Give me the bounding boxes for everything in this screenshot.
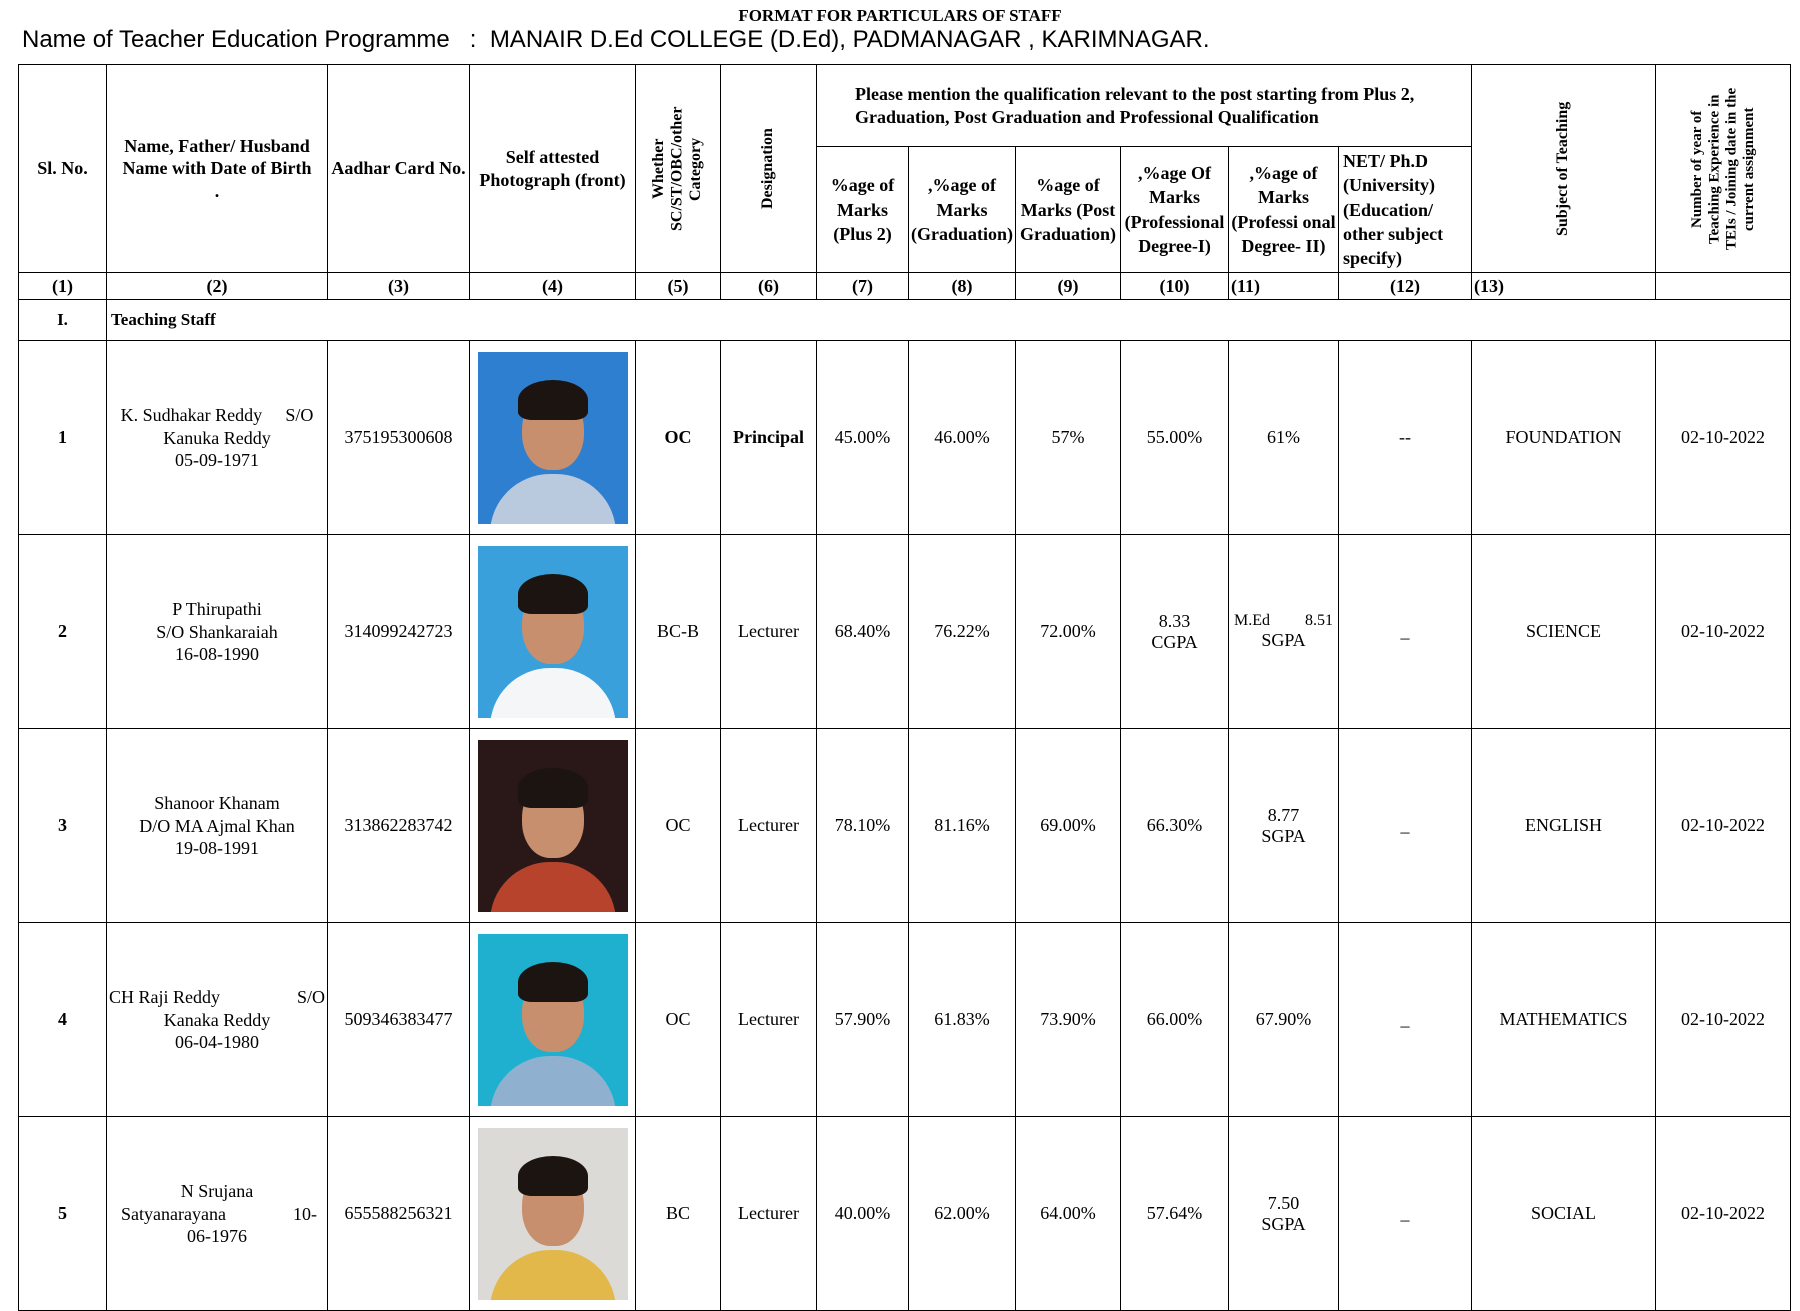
section-number: I.: [19, 300, 107, 341]
header-net-phd: NET/ Ph.D (University) (Education/ other subject specify): [1339, 147, 1472, 273]
relation-label: S/O: [296, 987, 325, 1008]
col-num: (13): [1472, 273, 1656, 300]
net-phd: --: [1339, 341, 1472, 535]
header-category: Whether SC/ST/OBC/other Category: [650, 106, 705, 231]
prof1-line-1: 66.00%: [1146, 1009, 1203, 1030]
subject-of-teaching: SCIENCE: [1472, 535, 1656, 729]
staff-photo: [478, 934, 628, 1106]
aadhar-number: 314099242723: [328, 535, 470, 729]
plus2-marks: 45.00%: [817, 341, 909, 535]
staff-name: [107, 1117, 328, 1311]
header-graduation: ,%age of Marks (Graduation): [909, 147, 1016, 273]
prof-degree-2-marks: [1229, 535, 1339, 729]
prof2-degree: M.Ed: [1234, 612, 1270, 630]
aadhar-number: 313862283742: [328, 729, 470, 923]
header-subject: Subject of Teaching: [1554, 101, 1572, 236]
staff-name: [107, 729, 328, 923]
column-number-row: [19, 273, 1791, 300]
staff-row: [19, 1117, 1791, 1311]
prof2-line-1: 8.77: [1267, 804, 1300, 825]
prof1-line-2: CGPA: [1151, 631, 1198, 652]
prof-degree-1-marks: [1121, 729, 1229, 923]
col-num: (8): [909, 273, 1016, 300]
header-experience-cell: [1656, 65, 1791, 273]
prof-degree-2-marks: [1229, 729, 1339, 923]
header-name-dot: .: [214, 180, 220, 201]
header-name-text: Name, Father/ Husband Name with Date of Birth: [122, 135, 312, 179]
prof2-line-2: SGPA: [1261, 630, 1306, 651]
photo-cell: [470, 729, 636, 923]
header-prof-degree-2: ,%age of Marks (Professi onal Degree- II): [1229, 147, 1339, 273]
name-line-2: Kanuka Reddy: [163, 427, 271, 448]
name-line-3: 05-09-1971: [175, 450, 259, 471]
header-designation: Designation: [759, 128, 777, 210]
name-text: P Thirupathi: [172, 599, 262, 620]
graduation-marks: 46.00%: [909, 341, 1016, 535]
name-text: Satyanarayana: [121, 1203, 226, 1224]
col-num: (7): [817, 273, 909, 300]
staff-photo: [478, 546, 628, 718]
aadhar-number: 509346383477: [328, 923, 470, 1117]
header-designation-cell: [721, 65, 817, 273]
photo-hair: [518, 380, 588, 420]
col-num: (5): [636, 273, 721, 300]
subject-of-teaching: MATHEMATICS: [1472, 923, 1656, 1117]
plus2-marks: 40.00%: [817, 1117, 909, 1311]
name-line-1: [109, 1180, 325, 1203]
section-label: Teaching Staff: [107, 300, 1791, 341]
aadhar-number: 375195300608: [328, 341, 470, 535]
prof1-line-1: 8.33: [1158, 610, 1191, 631]
joining-date: 02-10-2022: [1656, 729, 1791, 923]
col-num: (10): [1121, 273, 1229, 300]
name-line-1: [109, 598, 325, 621]
net-phd: _: [1339, 923, 1472, 1117]
prof1-line-1: 55.00%: [1146, 427, 1203, 448]
sl-no: 1: [19, 341, 107, 535]
prof2-score: 8.51: [1305, 612, 1333, 630]
photo-hair: [518, 768, 588, 808]
programme-separator: :: [469, 26, 477, 53]
col-num: (12): [1339, 273, 1472, 300]
name-line-3: 19-08-1991: [175, 838, 259, 859]
col-num: [1656, 273, 1791, 300]
prof2-line-1: [1231, 612, 1336, 630]
graduation-marks: 81.16%: [909, 729, 1016, 923]
name-line-2: S/O Shankaraiah: [156, 621, 278, 642]
document-title: FORMAT FOR PARTICULARS OF STAFF: [738, 6, 1062, 25]
plus2-marks: 68.40%: [817, 535, 909, 729]
subject-of-teaching: ENGLISH: [1472, 729, 1656, 923]
name-line-1: [109, 404, 325, 427]
header-category-cell: [636, 65, 721, 273]
aadhar-number: 655588256321: [328, 1117, 470, 1311]
header-qualification-group: Please mention the qualification relevant to the post starting from Plus 2, Graduation, Post Graduation and Professional Qualification: [817, 65, 1472, 147]
designation: Principal: [721, 341, 817, 535]
graduation-marks: 61.83%: [909, 923, 1016, 1117]
designation: Lecturer: [721, 923, 817, 1117]
joining-date: 02-10-2022: [1656, 1117, 1791, 1311]
prof2-line-1: 7.50: [1267, 1192, 1300, 1213]
staff-row: [19, 535, 1791, 729]
plus2-marks: 57.90%: [817, 923, 909, 1117]
name-text: Shanoor Khanam: [154, 793, 280, 814]
header-post-graduation: %age of Marks (Post Graduation): [1016, 147, 1121, 273]
header-experience: Number of year of Teaching Experience in TEIs / Joining date in the current assignment: [1688, 87, 1757, 250]
graduation-marks: 62.00%: [909, 1117, 1016, 1311]
prof-degree-2-marks: [1229, 1117, 1339, 1311]
subject-of-teaching: FOUNDATION: [1472, 341, 1656, 535]
name-line-3: 16-08-1990: [175, 644, 259, 665]
category: OC: [636, 341, 721, 535]
staff-photo: [478, 352, 628, 524]
prof-degree-1-marks: [1121, 923, 1229, 1117]
joining-date: 02-10-2022: [1656, 923, 1791, 1117]
photo-hair: [518, 574, 588, 614]
photo-hair: [518, 1156, 588, 1196]
category: BC-B: [636, 535, 721, 729]
photo-cell: [470, 341, 636, 535]
name-line-2: Kanaka Reddy: [163, 1009, 271, 1030]
header-subject-cell: [1472, 65, 1656, 273]
designation: Lecturer: [721, 729, 817, 923]
col-num: (2): [107, 273, 328, 300]
prof2-line-2: SGPA: [1261, 825, 1306, 846]
prof1-line-1: 57.64%: [1146, 1203, 1203, 1224]
post-graduation-marks: 64.00%: [1016, 1117, 1121, 1311]
designation: Lecturer: [721, 535, 817, 729]
staff-name: [107, 535, 328, 729]
name-text: N Srujana: [180, 1181, 254, 1202]
dob-part: 10-: [293, 1203, 317, 1224]
name-line-1: [109, 792, 325, 815]
category: BC: [636, 1117, 721, 1311]
col-num: (6): [721, 273, 817, 300]
net-phd: _: [1339, 1117, 1472, 1311]
staff-table: [18, 64, 1791, 1311]
col-num: (3): [328, 273, 470, 300]
name-line-2: D/O MA Ajmal Khan: [139, 815, 295, 836]
prof2-line-2: SGPA: [1261, 1213, 1306, 1234]
name-text: K. Sudhakar Reddy: [120, 405, 263, 426]
photo-cell: [470, 1117, 636, 1311]
staff-photo: [478, 1128, 628, 1300]
col-num: (4): [470, 273, 636, 300]
name-line-2: [109, 1203, 325, 1226]
header-name: [107, 65, 328, 273]
category: OC: [636, 923, 721, 1117]
prof2-line-1: 67.90%: [1255, 1009, 1312, 1030]
programme-label: Name of Teacher Education Programme: [22, 26, 450, 53]
header-aadhar: Aadhar Card No.: [328, 65, 470, 273]
joining-date: 02-10-2022: [1656, 341, 1791, 535]
prof-degree-2-marks: [1229, 923, 1339, 1117]
staff-row: [19, 923, 1791, 1117]
net-phd: _: [1339, 729, 1472, 923]
prof-degree-1-marks: [1121, 535, 1229, 729]
col-num: (11): [1229, 273, 1339, 300]
photo-cell: [470, 923, 636, 1117]
net-phd: _: [1339, 535, 1472, 729]
post-graduation-marks: 57%: [1016, 341, 1121, 535]
header-photo: Self attested Photograph (front): [470, 65, 636, 273]
prof2-line-1: 61%: [1267, 427, 1300, 448]
graduation-marks: 76.22%: [909, 535, 1016, 729]
name-text: CH Raji Reddy: [109, 987, 220, 1008]
plus2-marks: 78.10%: [817, 729, 909, 923]
sl-no: 4: [19, 923, 107, 1117]
name-line-3: 06-04-1980: [175, 1032, 259, 1053]
col-num: (1): [19, 273, 107, 300]
sl-no: 5: [19, 1117, 107, 1311]
prof-degree-1-marks: [1121, 341, 1229, 535]
category: OC: [636, 729, 721, 923]
header-prof-degree-1: ,%age Of Marks (Professional Degree-I): [1121, 147, 1229, 273]
section-row: [19, 300, 1791, 341]
name-line-3: 06-1976: [187, 1226, 247, 1247]
col-num: (9): [1016, 273, 1121, 300]
prof-degree-2-marks: [1229, 341, 1339, 535]
prof1-line-1: 66.30%: [1146, 815, 1203, 836]
photo-hair: [518, 962, 588, 1002]
staff-row: [19, 341, 1791, 535]
designation: Lecturer: [721, 1117, 817, 1311]
subject-of-teaching: SOCIAL: [1472, 1117, 1656, 1311]
staff-photo: [478, 740, 628, 912]
programme-line: [22, 26, 1210, 54]
sl-no: 3: [19, 729, 107, 923]
relation-label: S/O: [285, 405, 314, 426]
photo-cell: [470, 535, 636, 729]
header-sl-no: Sl. No.: [19, 65, 107, 273]
header-plus2: %age of Marks (Plus 2): [817, 147, 909, 273]
programme-value: MANAIR D.Ed COLLEGE (D.Ed), PADMANAGAR , KARIMNAGAR.: [489, 26, 1210, 53]
staff-row: [19, 729, 1791, 923]
prof-degree-1-marks: [1121, 1117, 1229, 1311]
sl-no: 2: [19, 535, 107, 729]
post-graduation-marks: 69.00%: [1016, 729, 1121, 923]
post-graduation-marks: 72.00%: [1016, 535, 1121, 729]
post-graduation-marks: 73.90%: [1016, 923, 1121, 1117]
staff-name: [107, 341, 328, 535]
joining-date: 02-10-2022: [1656, 535, 1791, 729]
staff-name: [107, 923, 328, 1117]
name-line-1: [109, 986, 325, 1009]
